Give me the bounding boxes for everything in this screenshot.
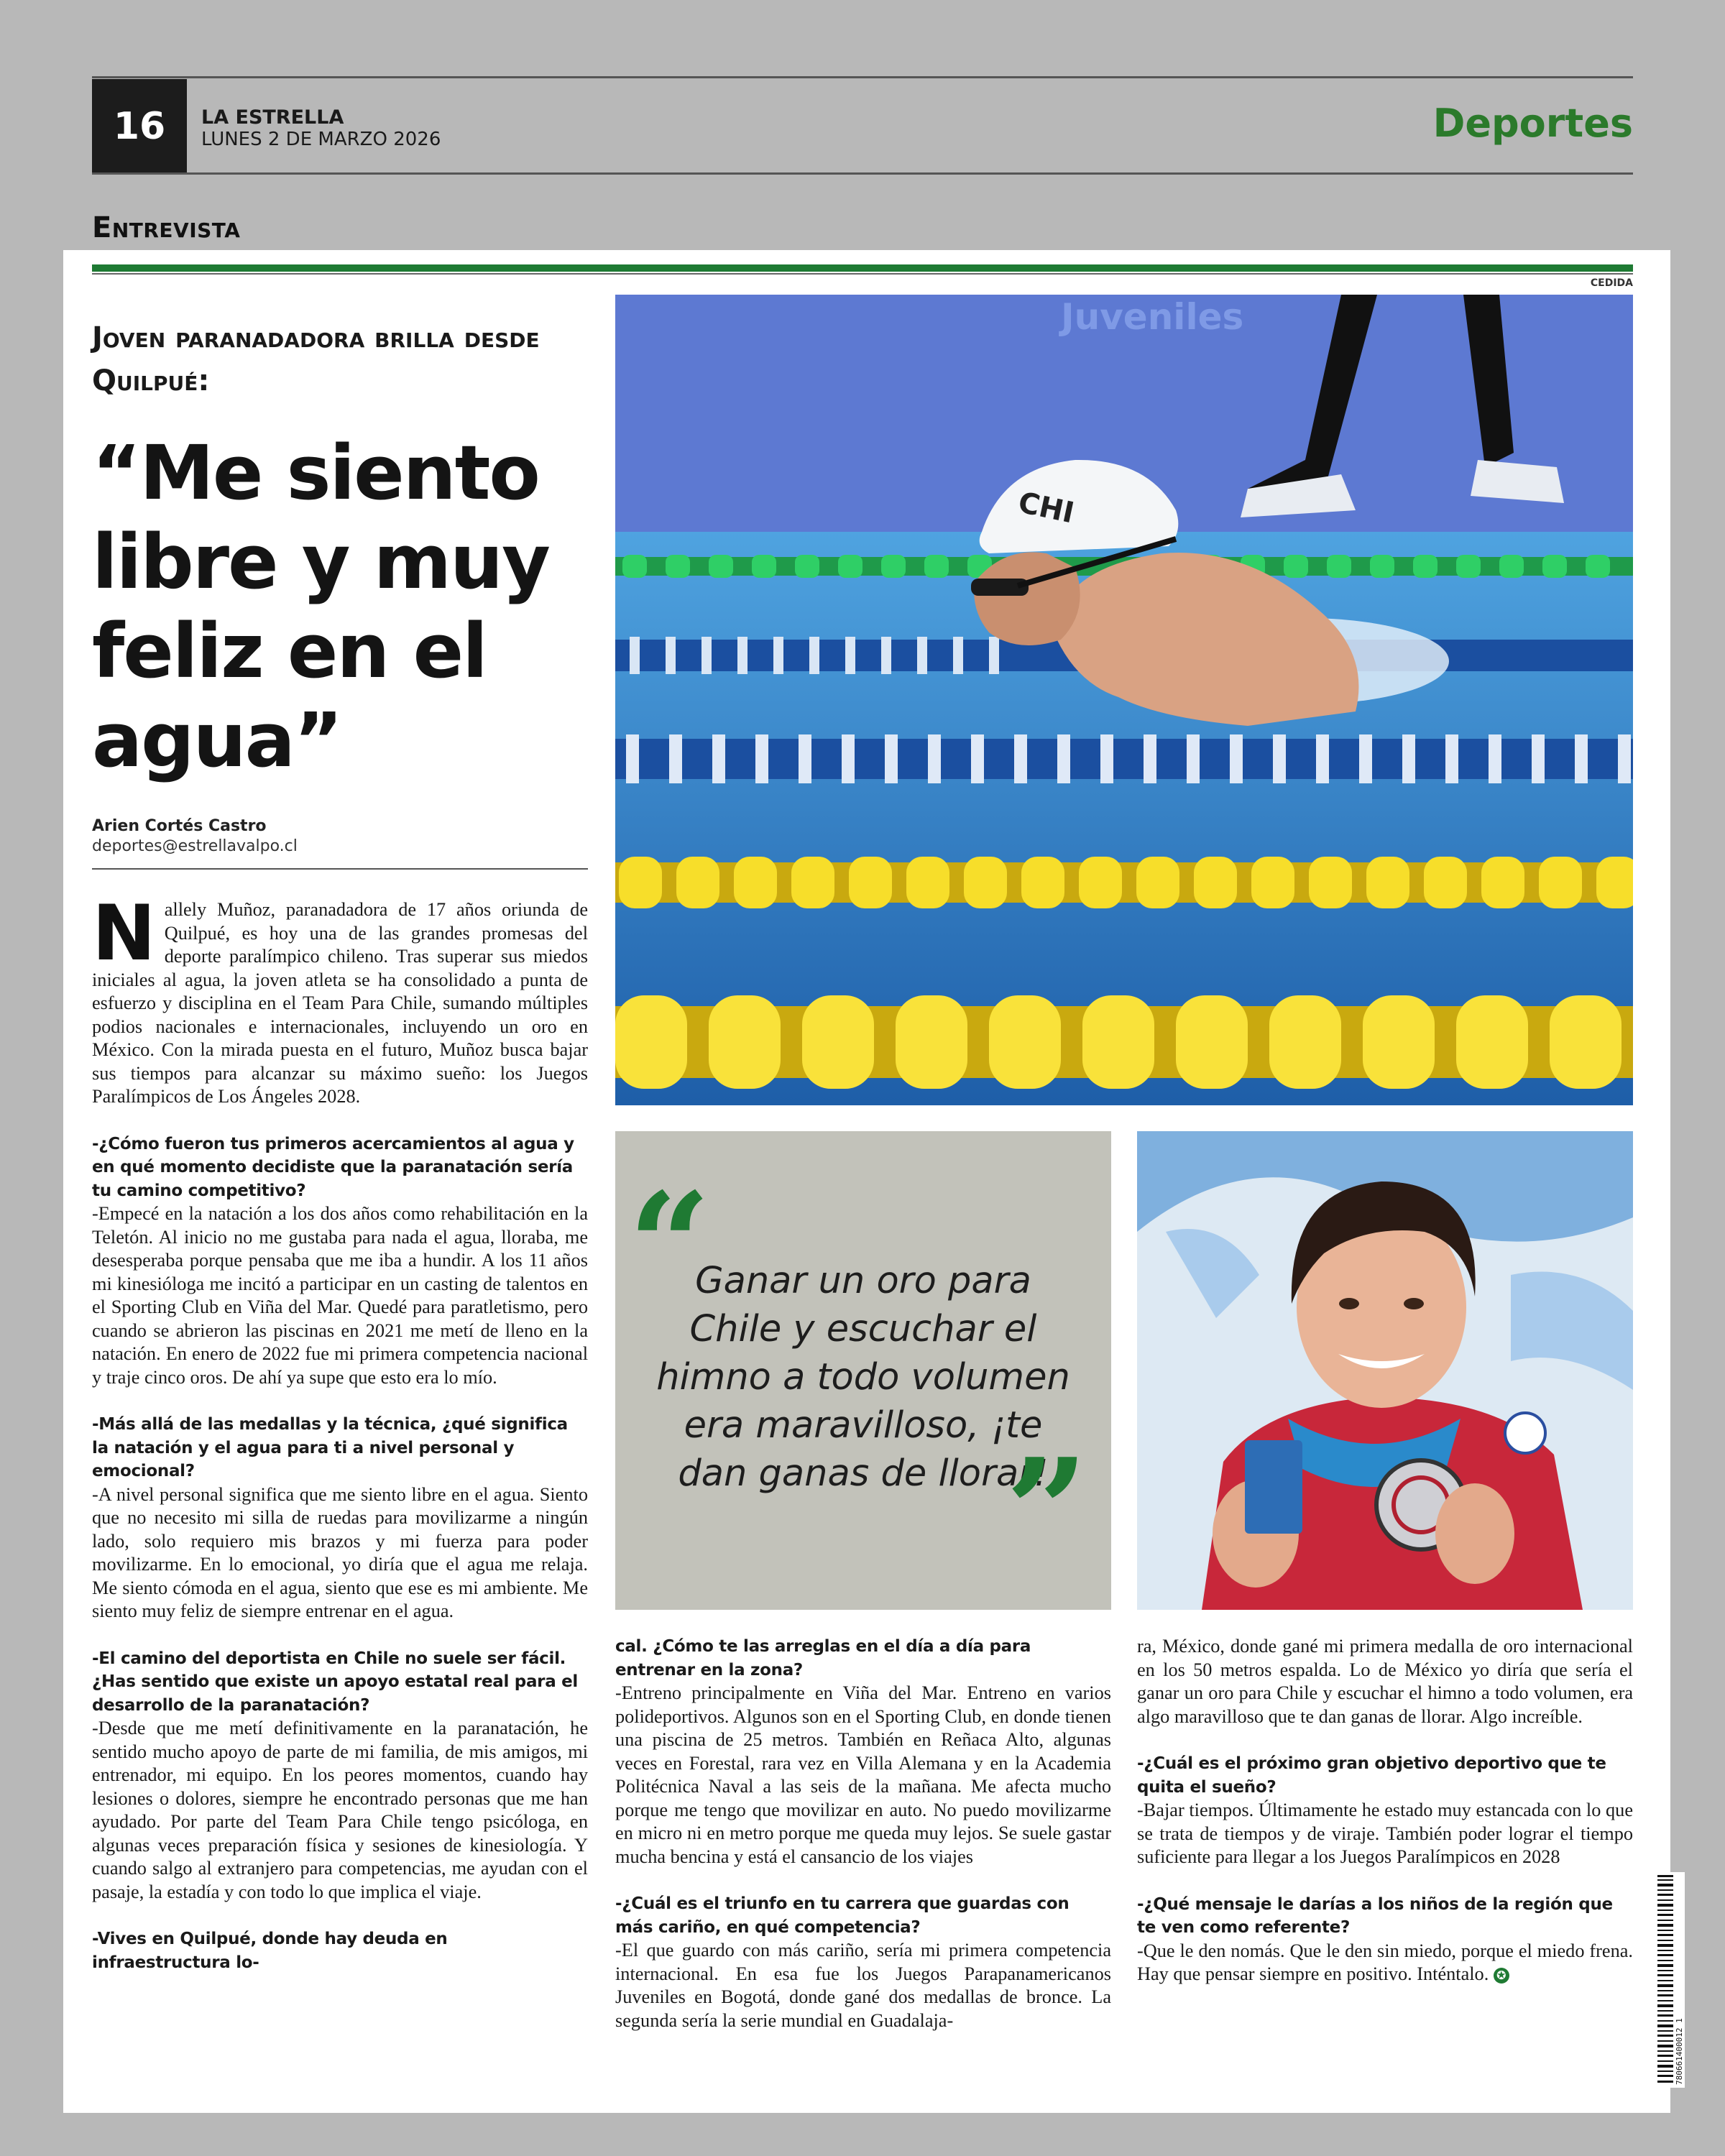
blue-lane-rope-2 — [615, 734, 1633, 783]
barcode-number: 780661400012 1 — [1675, 2018, 1684, 2085]
pool-banner-text: Juveniles — [1061, 296, 1244, 338]
answer-2: -A nivel personal significa que me siento libre en el agua. Siento que no necesito mi silla de ruedas para movilizarme a ningún lado, solo requiero mis brazos y mi fuerza para poder movilizarme. En lo emocional, yo diría que el agua me relaja. Me siento cómoda en el agua, siento que ese es mi ambiente. Me siento muy feliz de siempre entrenar en el agua. — [92, 1483, 588, 1621]
medalist-illustration — [1137, 1131, 1633, 1610]
lead-text: allely Muñoz, paranadadora de 17 años oriunda de Quilpué, es hoy una de las grandes promesas del deporte paralímpico chileno. Tras superar sus miedos iniciales al agua, la joven atleta se ha consolidado a punta de esfuerzo y disciplina en el Team Para Chile, sumando múltiples podios nacionales e internacionales, incluyendo un oro en México. Con la mirada puesta en el futuro, Muñoz busca bajar sus tiempos para alcanzar su máximo sueño: los Juegos Paralímpicos de Los Ángeles 2028. — [92, 899, 588, 1107]
answer-5-start: -El que guardo con más cariño, sería mi primera competencia internacional. En esa fue los Juegos Parapanamericanos Juveniles en Bogotá, donde gané dos medallas de bronce. La segunda sería la serie mundial en Guadalaja- — [615, 1940, 1111, 2031]
yellow-lane-rope-1 — [615, 857, 1633, 908]
answer-1: -Empecé en la natación a los dos años como rehabilitación en la Teletón. Al inicio no me gustaba para nada el agua, lloraba, me desesperaba porque pensaba que me iba a hundir. A los 11 años mi kinesióloga me incitó a participar en un casting de talentos en el Sporting Club en Viña del Mar. Quedé para paratletismo, pero cuando se abrieron las piscinas en 2021 me metí de lleno en la natación. En enero de 2022 fue mi primera competencia nacional y traje cinco oros. De ahí ya supe que esto era lo mío. — [92, 1203, 588, 1388]
page-number: 16 — [92, 79, 187, 174]
question-6: -¿Cuál es el próximo gran objetivo deportivo que te quita el sueño? — [1137, 1754, 1606, 1797]
photo-credit: CEDIDA — [1590, 277, 1633, 289]
question-4-start: -Vives en Quilpué, donde hay deuda en infraestructura lo- — [92, 1930, 448, 1972]
green-rule — [92, 264, 1633, 272]
answer-6: -Bajar tiempos. Últimamente he estado muy estancada con lo que se trata de tiempos y de viraje. También poder lograr el tiempo suficiente para llegar a los Juegos Paralímpicos en 2028 — [1137, 1800, 1633, 1867]
answer-3: -Desde que me metí definitivamente en la paranatación, he sentido mucho apoyo de parte de mi familia, de mis amigos, mi entrenador, mi equipo. En los peores momentos, cuando hay lesiones o dolores, siempre he encontrado personas que me han ayudado. Por parte del Team Para Chile tengo psicóloga, en algunas veces preparación física y sesiones de kinesiología. Y cuando salgo al extranjero para competencias, me ayudan con el pasaje, la estadía y con todo lo que implica el viaje. — [92, 1718, 588, 1902]
section-title: Deportes — [1432, 101, 1633, 146]
pull-quote-text: Ganar un oro para Chile y escuchar el himno a todo volumen era maravilloso, ¡te dan ganas de llorar! — [656, 1260, 1070, 1495]
article-column-1 — [92, 889, 588, 1974]
lead-paragraph — [92, 889, 588, 1109]
question-3: -El camino del deportista en Chile no suele ser fácil. ¿Has sentido que existe un apoyo estatal real para el desarrollo de la paranatación? — [92, 1649, 579, 1715]
byline — [92, 816, 298, 857]
article-headline: “Me siento libre y muy feliz en el agua” — [92, 429, 549, 784]
end-mark-icon: ✪ — [1494, 1968, 1509, 1984]
pull-quote-box — [615, 1131, 1111, 1610]
answer-7 — [1137, 1940, 1633, 1986]
question-4-end: cal. ¿Cómo te las arreglas en el día a día para entrenar en la zona? — [615, 1637, 1031, 1680]
open-quote-mark: “ — [628, 1161, 712, 1330]
byline-rule — [92, 868, 588, 870]
swimmer-illustration — [615, 295, 1633, 1105]
publication-block — [201, 108, 441, 149]
question-2: -Más allá de las medallas y la técnica, ¿qué significa la natación y el agua para ti a nivel personal y emocional? — [92, 1415, 568, 1480]
header-top-rule — [92, 76, 1633, 78]
question-1: -¿Cómo fueron tus primeros acercamientos al agua y en qué momento decidiste que la paranatación sería tu camino competitivo? — [92, 1134, 574, 1200]
article-kicker: Joven paranadadora brilla desde Quilpué: — [92, 321, 540, 397]
question-7: -¿Qué mensaje le darías a los niños de la región que te ven como referente? — [1137, 1894, 1613, 1937]
answer-7-text: -Que le den nomás. Que le den sin miedo, porque el miedo frena. Hay que pensar siempre en positivo. Inténtalo. — [1137, 1940, 1633, 1984]
barcode — [1656, 1872, 1685, 2088]
barcode-icon — [1656, 1872, 1685, 2088]
swimmer-photo — [615, 295, 1633, 1105]
article-column-3 — [1137, 1635, 1633, 1986]
section-label: Entrevista — [92, 211, 241, 244]
cap-text: CHI — [1015, 486, 1077, 530]
yellow-lane-rope-2 — [615, 995, 1633, 1089]
author-email: deportes@estrellavalpo.cl — [92, 837, 298, 855]
answer-5-end: ra, México, donde gané mi primera medalla de oro internacional en los 50 metros espalda. Lo de México yo diría que sería el ganar un oro para Chile y escuchar el himno a todo volumen, era algo maravilloso que te dan ganas de llorar. Algo increíble. — [1137, 1636, 1633, 1727]
answer-4: -Entreno principalmente en Viña del Mar. Entreno en varios polideportivos. Algunos son en el Sporting Club, en donde tienen una piscina de 25 metros. También en Reñaca Alto, algunas veces en Forestal, rara vez en Villa Alemana y en la Academia Politécnica Naval a las seis de la mañana. Me afecta mucho porque me tengo que movilizar en auto. No puedo movilizarme en micro ni en metro porque me queda muy lejos. Se suele gastar mucha bencina y está el cansancio de los viajes — [615, 1682, 1111, 1867]
publication-date: LUNES 2 DE MARZO 2026 — [201, 129, 441, 150]
medalist-photo — [1137, 1131, 1633, 1610]
header-bottom-rule — [92, 172, 1633, 175]
drop-cap: N — [92, 889, 156, 977]
close-quote-mark: ” — [1005, 1427, 1088, 1596]
question-5: -¿Cuál es el triunfo en tu carrera que guardas con más cariño, en qué competencia? — [615, 1894, 1070, 1937]
thin-rule — [92, 273, 1633, 275]
author-name: Arien Cortés Castro — [92, 817, 267, 835]
publication-name: LA ESTRELLA — [201, 106, 344, 129]
article-column-2 — [615, 1635, 1111, 2032]
